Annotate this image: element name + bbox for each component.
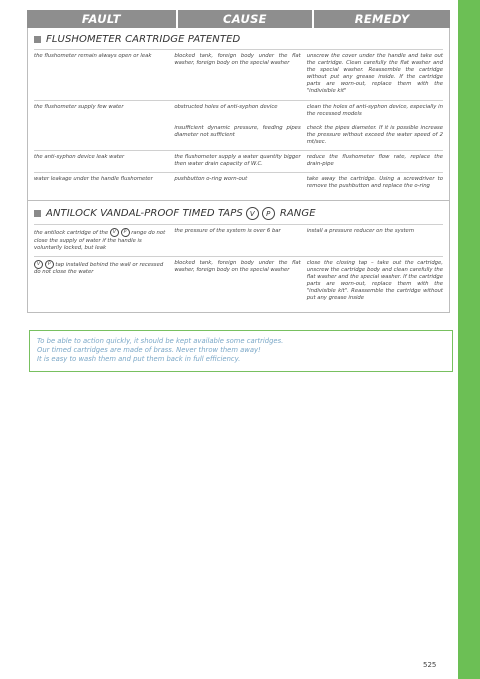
v-badge-icon: V [34, 260, 43, 269]
cause-cell: insufficient dynamic pressure, feeding pipes diameter not sufficient [174, 124, 301, 138]
section-title [34, 28, 443, 49]
remedy-cell: check the pipes diameter. If it is possible increase the pressure without exceed the water speed of 2 mt/sec. [306, 124, 443, 145]
section-antilock [27, 201, 450, 313]
fault-text-b: range do not close the supply of water if the handle is voluntarily locked, but leak [34, 230, 166, 251]
table-row [34, 122, 443, 150]
p-badge-icon: P [121, 228, 130, 237]
cause-cell: the pressure of the system is over 6 bar [174, 228, 281, 235]
v-badge-icon: V [110, 228, 119, 237]
bullet-square-icon [34, 36, 41, 43]
fault-cell [34, 228, 174, 251]
table-row [34, 256, 443, 307]
remedy-cell: clean the holes of anti-syphon device, especially in the recessed models [306, 103, 443, 117]
cause-cell: pushbutton o-ring worn-out [174, 176, 248, 183]
section-title-text: FLUSHOMETER CARTRIDGE PATENTED [46, 34, 241, 45]
side-color-strip [458, 0, 480, 679]
table-header [27, 10, 450, 28]
table-row [34, 172, 443, 194]
section-title-suffix: RANGE [279, 208, 316, 220]
header-remedy: REMEDY [312, 10, 450, 28]
section-title-text: ANTILOCK VANDAL-PROOF TIMED TAPS [46, 208, 243, 220]
remedy-cell: reduce the flushometer flow rate, replace the drain-pipe [306, 154, 443, 168]
fault-cell: water leakage under the handle flushometer [34, 176, 153, 183]
remedy-cell: install a pressure reducer on the system [306, 228, 414, 235]
remedy-cell: close the closing tap – take out the cartridge, unscrew the cartridge body and clean carefully the flat washer and the special washer. If the cartridge parts are worn-out, replace them with the "indivisible kit". Reassemble the cartridge without put any grease inside [306, 259, 443, 302]
fault-text-b: tap installed behind the wall or recessed do not close the water [34, 261, 164, 275]
remedy-cell: take away the cartridge. Using a screwdriver to remove the pushbutton and replace the o-ring [306, 176, 443, 190]
header-fault: FAULT [27, 10, 176, 28]
fault-cell: the anti-syphon device leak water [34, 154, 125, 161]
tip-line: It is easy to wash them and put them back in full efficiency. [37, 355, 241, 363]
page-number: 525 [423, 661, 437, 669]
bullet-square-icon [34, 210, 41, 217]
v-badge-icon: V [246, 207, 259, 220]
p-badge-icon: P [45, 260, 54, 269]
section-title [34, 201, 443, 224]
fault-cell: the flushometer supply few water [34, 103, 124, 110]
fault-cell [34, 260, 174, 303]
section-flushometer [27, 28, 450, 201]
fault-cell [34, 125, 174, 146]
cause-cell: blocked tank, foreign body under the flat washer, foreign body on the special washer [174, 53, 301, 67]
cause-cell: obstructed holes of anti-syphon device [174, 103, 278, 110]
troubleshooting-table [27, 10, 450, 313]
remedy-cell: unscrew the cover under the handle and take out the cartridge. Clean carefully the flat washer and the special washer. Reassemble the cartridge without put any grease inside. If the cartridge parts are worn-out, replace them with the "indivisible kit" [306, 53, 443, 95]
table-row [34, 150, 443, 172]
table-row [34, 224, 443, 255]
fault-text-a: the antilock cartridge of the [34, 230, 109, 237]
tip-line: To be able to action quickly, it should be kept available some cartridges. [37, 337, 284, 345]
tips-box [29, 330, 453, 372]
p-badge-icon: P [262, 207, 275, 220]
cause-cell: blocked tank, foreign body under the flat washer, foreign body on the special washer [174, 259, 301, 273]
tip-line: Our timed cartridges are made of brass. Never throw them away! [37, 346, 261, 354]
table-row [34, 100, 443, 122]
table-row [34, 49, 443, 100]
header-cause: CAUSE [176, 10, 313, 28]
fault-cell: the flushometer remain always open or leak [34, 53, 152, 59]
cause-cell: the flushometer supply a water quantity bigger then water drain capacity of W.C. [174, 154, 301, 168]
